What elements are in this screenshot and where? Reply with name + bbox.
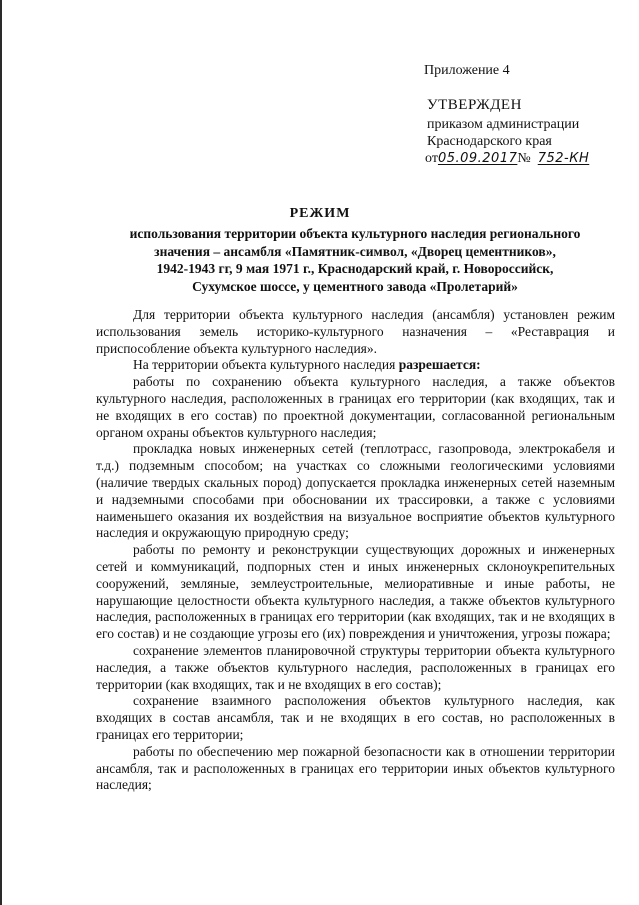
appendix-label: Приложение 4 [424,63,510,78]
order-reference [425,150,589,167]
subtitle-line: 1942-1943 гг, 9 мая 1971 г., Краснодарский край, г. Новороссийск, [156,261,554,276]
order-number-label: № [517,151,531,166]
paragraph-fire-safety: работы по обеспечению мер пожарной безопасности как в отношении территории ансамбля, так и расположенных в границах его территории иных объектов культурного наследия; [96,743,615,793]
paragraph-engineering-networks: прокладка новых инженерных сетей (теплотрасс, газопровода, электрокабеля и т.д.) подземным способом; на участках со сложными геологическими условиями (наличие твердых скальных пород) допускается прокладка инженерных сетей наземным и надземными способами при обосновании их трассировки, а также с условиями наименьшего оказания их воздействия на визуальное восприятие объектов культурного наследия и окружающую природную среду; [96,441,615,541]
paragraph-mutual-arrangement: сохранение взаимного расположения объектов культурного наследия, как входящих в состав ансамбля, так и не входящих в его состав, но расположенных в границах его территории; [96,693,615,742]
paragraph-land-use-regime: Для территории объекта культурного наследия (ансамбля) установлен режим использования земель историко-культурного назначения – «Реставрация и приспособление объекта культурного наследия». [96,307,615,356]
permitted-intro-text: На территории объекта культурного наследия [133,357,399,373]
subtitle-line: значения – ансамбля «Памятник-символ, «Дворец цементников», [154,243,556,259]
approval-block [427,97,589,167]
paragraph-planning-structure: сохранение элементов планировочной структуры территории объекта культурного наследия, а также объектов культурного наследия, расположенных в границах его территории (как входящих, так и не входящих в его состав); [96,642,615,692]
approved-region: Краснодарского края [427,134,552,149]
paragraph-repair-reconstruction: работы по ремонту и реконструкции существующих дорожных и инженерных сетей и коммуникаций, подпорных стен и иных инженерных склоноукрепительных сооружений, земляные, землеустроительные, мелиоративные и иные работы, не нарушающие целостности объекта культурного наследия, а также объектов культурного наследия, расположенных в границах его территории (как входящих, так и не входящих в его состав) и не создающие угрозы его (их) повреждения и уничтожения, угрозы пожара; [96,542,615,642]
order-number-handwritten: 752-КН [537,151,590,166]
page-edge-line [0,0,2,905]
approved-heading: УТВЕРЖДЕН [427,97,522,113]
paragraph-preservation-works: работы по сохранению объекта культурного наследия, а также объектов культурного наследия, расположенных в границах его территории (как входящих, так и не входящих в его состав) по проектной документации, согласованной региональным органом охраны объектов культурного наследия; [96,374,615,440]
document-title: РЕЖИМ [289,206,351,221]
paragraph-permitted-intro [96,357,615,374]
subtitle-line: использования территории объекта культурного наследия регионального [129,226,581,241]
order-date-handwritten: 05.09.2017 [437,151,518,166]
approved-by-order: приказом администрации [427,117,580,132]
permitted-keyword: разрешается: [398,357,481,373]
order-prefix: от [425,151,438,166]
subtitle-line: Сухумское шоссе, у цементного завода «Пролетарий» [192,278,518,294]
document-body [96,307,615,794]
document-subtitle [100,225,610,295]
